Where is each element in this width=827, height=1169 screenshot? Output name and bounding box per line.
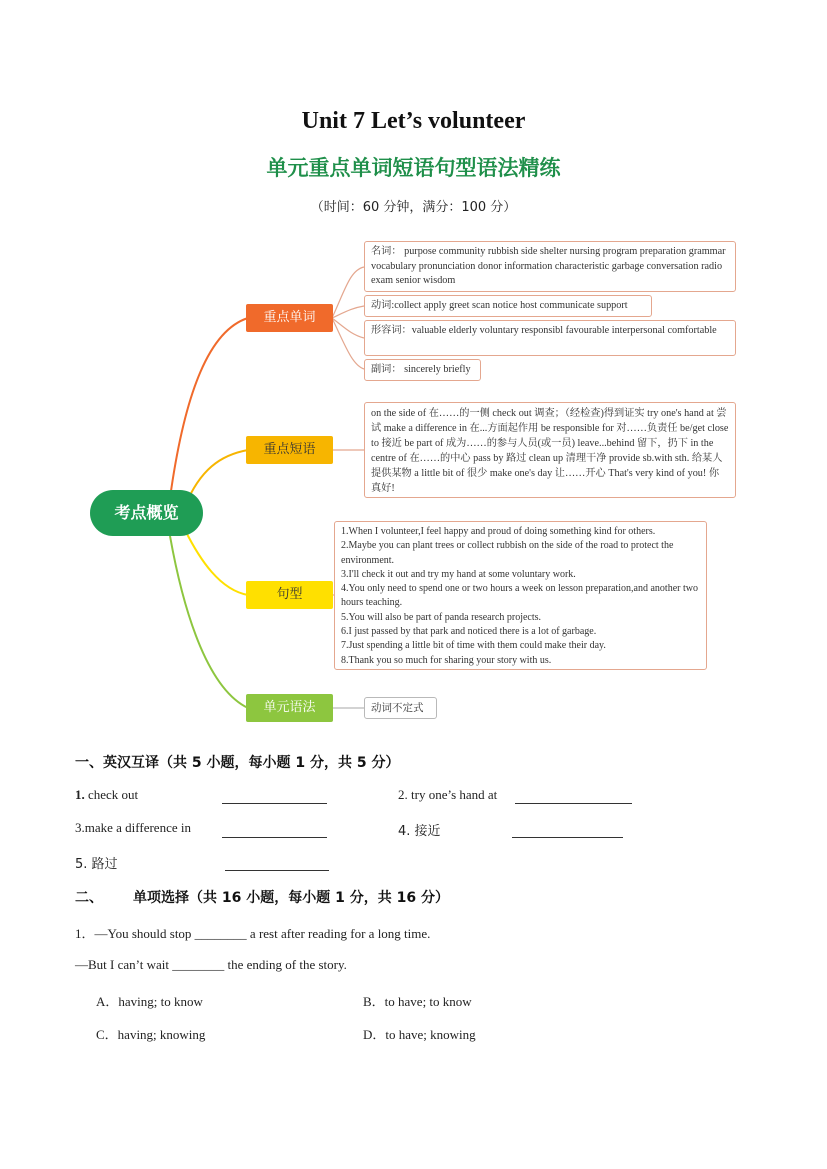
- s1-blank-3[interactable]: [222, 836, 327, 838]
- s1-item-1-text: check out: [84, 787, 139, 802]
- phrases-box: [364, 402, 736, 498]
- words-adjectives-box: [364, 320, 736, 356]
- s1-item-3-num: 3.: [75, 820, 85, 835]
- connector-words-adv: [332, 318, 364, 369]
- mindmap-center-label: 考点概览: [114, 503, 179, 522]
- connector-sentences: [185, 530, 248, 595]
- branch-phrases-node: [246, 436, 333, 464]
- connector-words: [170, 318, 248, 498]
- s1-item-4-num: 4.: [398, 824, 411, 839]
- phrases-text: on the side of 在……的一侧 check out 调查；（经检查)得到证实 try one's hand at 尝试 make a difference in 在...方面起作用 be responsible for 对……负责任 be/get close to 接近 be part of 成为……的参与人员(或一员) leave...behind 留下，扔下 in the centre of 在……的中心 pass by 路过 clean up 清理干净 provide sb.with sth. 给某人提供某物 a little bit of 很少 make one's day 让……开心 That's very kind of you! 你真好!: [371, 408, 729, 494]
- words-adverbs-text: 副词： sincerely briefly: [371, 364, 471, 375]
- s2-q1-option-b[interactable]: B．to have; to know: [363, 994, 472, 1009]
- connector-grammar: [170, 536, 248, 708]
- s1-blank-4[interactable]: [512, 836, 623, 838]
- s2-q1-option-c[interactable]: C．having; knowing: [96, 1027, 206, 1042]
- grammar-box: [364, 697, 437, 719]
- s1-item-2-num: 2.: [398, 787, 408, 802]
- s1-item-5-text: 路过: [87, 857, 118, 872]
- section2-heading: 单项选择（共 16 小题，每小题 1 分，共 16 分）: [133, 890, 449, 906]
- branch-words-label: 重点单词: [263, 310, 316, 325]
- section2-heading-num: 二、: [75, 890, 103, 906]
- words-adverbs-box: [364, 359, 481, 381]
- words-nouns-box: [364, 241, 736, 292]
- time-info: （时间：60 分钟，满分：100 分）: [310, 200, 517, 215]
- s1-item-5-num: 5.: [75, 857, 88, 872]
- s1-item-3: [75, 820, 191, 836]
- sentence-item: 5.You will also be part of panda research projects.: [341, 611, 542, 623]
- s2-q1-option-d[interactable]: D．to have; knowing: [363, 1027, 476, 1042]
- branch-grammar-label: 单元语法: [263, 700, 316, 715]
- branch-grammar-node: [246, 694, 333, 722]
- words-verbs-box: [364, 295, 652, 317]
- sentence-item: 6.I just passed by that park and noticed there is a lot of garbage.: [341, 626, 597, 638]
- branch-sentences-label: 句型: [276, 587, 303, 602]
- s1-item-5: [75, 853, 118, 872]
- page-title: Unit 7 Let’s volunteer: [301, 108, 526, 134]
- branch-words-node: [246, 304, 333, 332]
- words-nouns-text: 名词： purpose community rubbish side shelter nursing program preparation grammar vocabulary pronunciation donor information characteristic garbage conversation radio exam senior wisdom: [371, 246, 726, 286]
- s1-blank-5[interactable]: [225, 869, 329, 871]
- s2-q1-line1: 1．—You should stop ________ a rest after reading for a long time.: [75, 926, 431, 941]
- sentence-item: 2.Maybe you can plant trees or collect rubbish on the side of the road to protect the environment.: [341, 540, 674, 566]
- branch-phrases-label: 重点短语: [263, 442, 316, 457]
- s1-blank-2[interactable]: [515, 802, 632, 804]
- s1-item-4-text: 接近: [410, 824, 441, 839]
- sentence-item: 7.Just spending a little bit of time with them could make their day.: [341, 640, 606, 652]
- sentence-item: 3.I'll check it out and try my hand at some voluntary work.: [341, 568, 576, 580]
- s2-q1-line2: —But I can’t wait ________ the ending of the story.: [75, 957, 347, 972]
- section1-heading: 一、英汉互译（共 5 小题，每小题 1 分，共 5 分）: [75, 755, 400, 771]
- mindmap-center-node: [90, 490, 203, 536]
- grammar-text: 动词不定式: [371, 702, 424, 714]
- sentence-item: 8.Thank you so much for sharing your story with us.: [341, 654, 552, 666]
- sentence-item: 1.When I volunteer,I feel happy and proud of doing something kind for others.: [341, 526, 656, 537]
- sentence-item: 4.You only need to spend one or two hours a week on lesson preparation,and another two hours teaching.: [341, 583, 698, 609]
- s1-item-2: [398, 787, 497, 803]
- s1-item-3-text: make a difference in: [84, 820, 191, 835]
- words-adjectives-text: 形容词：valuable elderly voluntary responsibl favourable interpersonal comfortable: [371, 325, 717, 336]
- words-verbs-text: 动词:collect apply greet scan notice host communicate support: [371, 300, 628, 311]
- s1-item-1-num: 1.: [75, 787, 85, 802]
- s1-blank-1[interactable]: [222, 802, 327, 804]
- s2-q1-option-a[interactable]: A．having; to know: [96, 994, 203, 1009]
- sentences-box: [334, 521, 707, 670]
- s1-item-4: [398, 820, 441, 839]
- s1-item-2-text: try one’s hand at: [407, 787, 498, 802]
- branch-sentences-node: [246, 581, 333, 609]
- page-subtitle: 单元重点单词短语句型语法精练: [266, 156, 561, 180]
- s1-item-1: [75, 787, 138, 803]
